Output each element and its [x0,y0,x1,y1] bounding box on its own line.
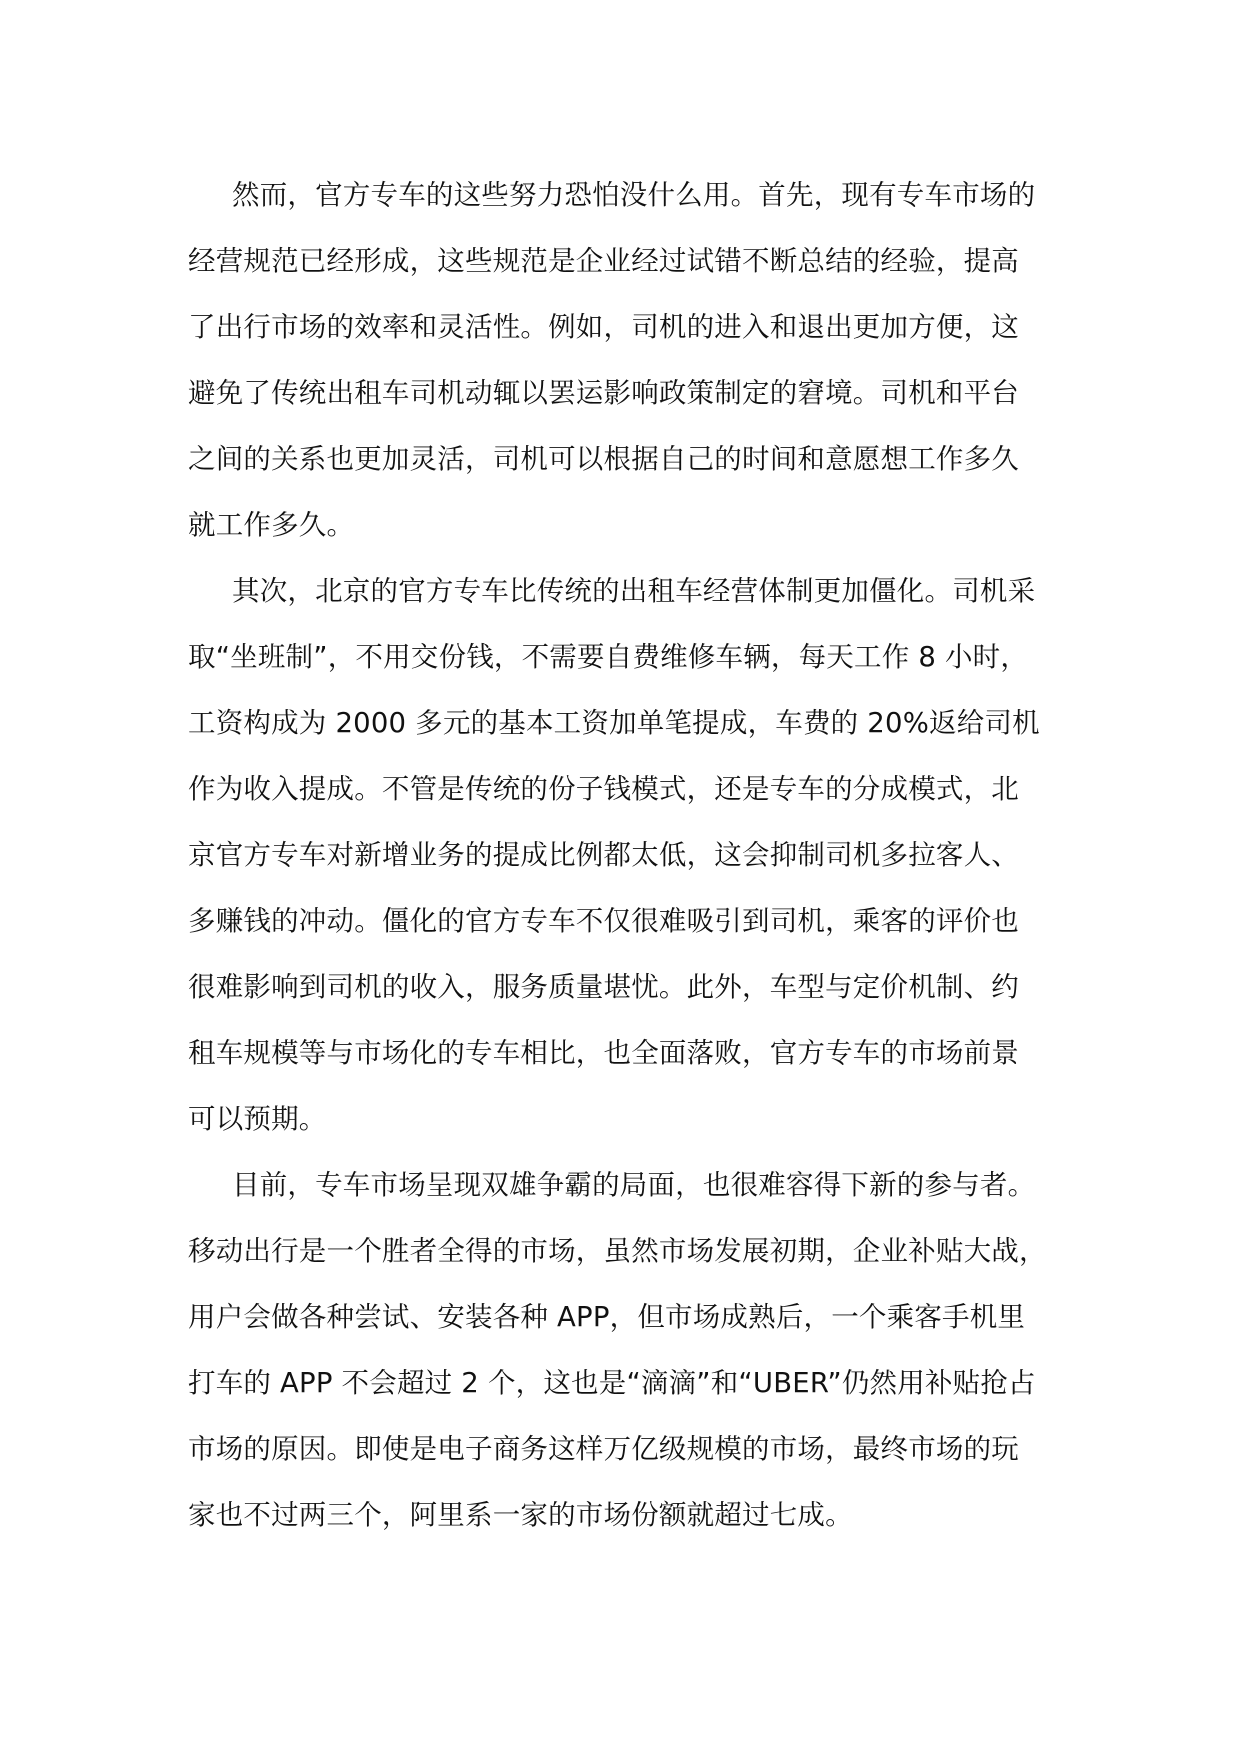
document-body [188,162,1058,1548]
text-line: 取“坐班制”，不用交份钱，不需要自费维修车辆，每天工作 8 小时， [188,641,1029,673]
paragraph-2 [188,558,1058,1152]
text-line: 用户会做各种尝试、安装各种 APP，但市场成熟后，一个乘客手机里 [188,1301,1026,1333]
text-line: 然而，官方专车的这些努力恐怕没什么用。首先，现有专车市场的 [232,179,1036,211]
paragraph-1 [188,162,1058,558]
text-line: 移动出行是一个胜者全得的市场，虽然市场发展初期，企业补贴大战， [188,1235,1047,1267]
text-line: 工资构成为 2000 多元的基本工资加单笔提成，车费的 20%返给司机 [188,707,1040,739]
paragraph-3 [188,1152,1058,1548]
text-line: 可以预期。 [188,1103,327,1135]
text-line: 就工作多久。 [188,509,355,541]
text-line: 其次，北京的官方专车比传统的出租车经营体制更加僵化。司机采 [232,575,1036,607]
text-line: 目前，专车市场呈现双雄争霸的局面，也很难容得下新的参与者。 [232,1169,1036,1201]
text-line: 避免了传统出租车司机动辄以罢运影响政策制定的窘境。司机和平台 [188,377,1019,409]
text-line: 很难影响到司机的收入，服务质量堪忧。此外，车型与定价机制、约 [188,971,1019,1003]
text-line: 之间的关系也更加灵活，司机可以根据自己的时间和意愿想工作多久 [188,443,1019,475]
text-line: 租车规模等与市场化的专车相比，也全面落败，官方专车的市场前景 [188,1037,1019,1069]
text-line: 家也不过两三个，阿里系一家的市场份额就超过七成。 [188,1499,853,1531]
text-line: 京官方专车对新增业务的提成比例都太低，这会抑制司机多拉客人、 [188,839,1019,871]
text-line: 经营规范已经形成，这些规范是企业经过试错不断总结的经验，提高 [188,245,1019,277]
text-line: 作为收入提成。不管是传统的份子钱模式，还是专车的分成模式，北 [188,773,1019,805]
text-line: 打车的 APP 不会超过 2 个，这也是“滴滴”和“UBER”仍然用补贴抢占 [188,1367,1036,1399]
text-line: 了出行市场的效率和灵活性。例如，司机的进入和退出更加方便，这 [188,311,1019,343]
text-line: 多赚钱的冲动。僵化的官方专车不仅很难吸引到司机，乘客的评价也 [188,905,1019,937]
text-line: 市场的原因。即使是电子商务这样万亿级规模的市场，最终市场的玩 [188,1433,1019,1465]
